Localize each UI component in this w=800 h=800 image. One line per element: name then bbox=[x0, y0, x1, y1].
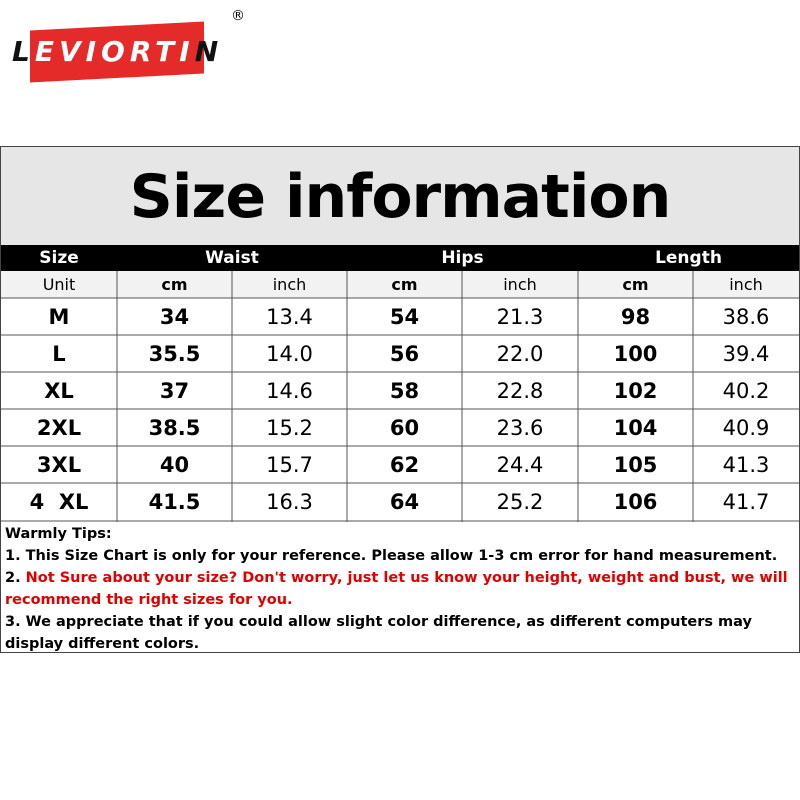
table-row bbox=[1, 410, 799, 447]
cell-waist-cm: 38.5 bbox=[148, 416, 201, 440]
tip-3: 3. We appreciate that if you could allow slight color difference, as different computers may display different colors. bbox=[5, 614, 752, 652]
cell-waist-cm: 37 bbox=[159, 379, 190, 403]
cell-length-inch: 40.9 bbox=[722, 416, 770, 440]
cell-waist-cm: 41.5 bbox=[148, 490, 201, 514]
cell-size: 4 XL bbox=[29, 490, 89, 514]
tips-section bbox=[5, 523, 795, 655]
cell-size: L bbox=[52, 342, 66, 366]
table-header-row bbox=[1, 245, 799, 271]
unit-label: Unit bbox=[42, 275, 76, 294]
cell-waist-inch: 16.3 bbox=[266, 490, 313, 514]
cell-hips-cm: 58 bbox=[389, 379, 420, 403]
cell-waist-cm: 34 bbox=[159, 305, 190, 329]
registered-mark: ® bbox=[231, 8, 245, 24]
cell-waist-inch: 14.6 bbox=[266, 379, 313, 403]
cell-length-cm: 100 bbox=[613, 342, 658, 366]
table-row bbox=[1, 447, 799, 484]
cell-hips-inch: 22.8 bbox=[496, 379, 544, 403]
cell-waist-inch: 15.7 bbox=[266, 453, 313, 477]
tip-2-number: 2. bbox=[5, 570, 26, 586]
cell-waist-inch: 14.0 bbox=[266, 342, 313, 366]
cell-size: XL bbox=[44, 379, 74, 403]
table-unit-row bbox=[1, 271, 799, 298]
unit-length-inch: inch bbox=[729, 275, 763, 294]
unit-hips-inch: inch bbox=[503, 275, 537, 294]
tip-1: 1. This Size Chart is only for your reference. Please allow 1-3 cm error for hand measurement. bbox=[5, 548, 778, 564]
cell-length-cm: 106 bbox=[613, 490, 658, 514]
header-waist: Waist bbox=[205, 248, 259, 268]
cell-length-cm: 104 bbox=[613, 416, 658, 440]
brand-logo bbox=[0, 0, 260, 95]
cell-length-cm: 105 bbox=[613, 453, 658, 477]
cell-size: 3XL bbox=[36, 453, 82, 477]
cell-hips-cm: 62 bbox=[389, 453, 420, 477]
cell-waist-cm: 40 bbox=[159, 453, 190, 477]
unit-hips-cm: cm bbox=[391, 275, 418, 294]
table-row bbox=[1, 484, 799, 521]
header-size: Size bbox=[39, 248, 79, 268]
cell-hips-cm: 64 bbox=[389, 490, 420, 514]
table-row bbox=[1, 336, 799, 373]
tip-2 bbox=[5, 567, 795, 611]
cell-length-inch: 38.6 bbox=[722, 305, 770, 329]
cell-size: M bbox=[48, 305, 70, 329]
cell-hips-inch: 22.0 bbox=[496, 342, 544, 366]
cell-hips-inch: 23.6 bbox=[496, 416, 544, 440]
unit-length-cm: cm bbox=[622, 275, 649, 294]
header-length: Length bbox=[655, 248, 722, 268]
cell-size: 2XL bbox=[36, 416, 82, 440]
cell-hips-inch: 21.3 bbox=[496, 305, 544, 329]
cell-hips-cm: 56 bbox=[389, 342, 420, 366]
cell-length-cm: 102 bbox=[613, 379, 658, 403]
cell-hips-cm: 60 bbox=[389, 416, 420, 440]
table-row bbox=[1, 299, 799, 336]
logo-wordmark: LEVIORTIN bbox=[12, 35, 224, 68]
cell-waist-inch: 15.2 bbox=[266, 416, 313, 440]
cell-hips-inch: 25.2 bbox=[496, 490, 544, 514]
cell-length-inch: 41.7 bbox=[722, 490, 770, 514]
table-row bbox=[1, 373, 799, 410]
cell-length-inch: 39.4 bbox=[722, 342, 770, 366]
tip-2-text: Not Sure about your size? Don't worry, just let us know your height, weight and bust, we will recommend the right sizes for you. bbox=[5, 570, 788, 608]
cell-length-inch: 41.3 bbox=[722, 453, 770, 477]
unit-waist-inch: inch bbox=[272, 275, 307, 294]
cell-length-inch: 40.2 bbox=[722, 379, 770, 403]
header-hips: Hips bbox=[441, 248, 484, 268]
page-title: Size information bbox=[129, 162, 671, 232]
cell-waist-inch: 13.4 bbox=[266, 305, 313, 329]
unit-waist-cm: cm bbox=[161, 275, 188, 294]
cell-hips-cm: 54 bbox=[389, 305, 420, 329]
cell-length-cm: 98 bbox=[620, 305, 651, 329]
cell-hips-inch: 24.4 bbox=[496, 453, 544, 477]
tips-heading: Warmly Tips: bbox=[5, 526, 112, 542]
cell-waist-cm: 35.5 bbox=[148, 342, 201, 366]
size-chart-panel bbox=[0, 146, 800, 653]
